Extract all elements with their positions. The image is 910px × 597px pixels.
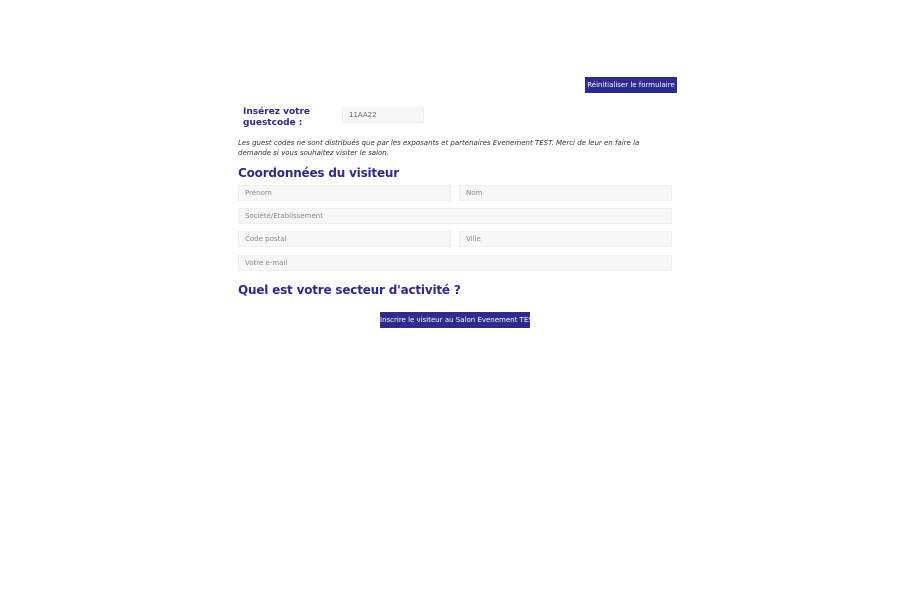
first-name-field[interactable] xyxy=(238,185,451,201)
visitor-details-title: Coordonnées du visiteur xyxy=(238,166,399,180)
last-name-field[interactable] xyxy=(459,185,672,201)
postal-code-field[interactable] xyxy=(238,231,451,247)
register-visitor-button[interactable]: Inscrire le visiteur au Salon Evenement TEST xyxy=(380,312,530,328)
city-field[interactable] xyxy=(459,231,672,247)
reset-form-button[interactable]: Réinitialiser le formulaire xyxy=(585,77,677,93)
company-field[interactable] xyxy=(238,208,672,224)
guestcode-input[interactable] xyxy=(342,107,424,123)
activity-sector-title: Quel est votre secteur d'activité ? xyxy=(238,283,461,297)
guestcode-label: Insérez votre guestcode : xyxy=(243,107,311,128)
email-field[interactable] xyxy=(238,255,672,271)
guestcode-note: Les guest codes ne sont distribués que par les exposants et partenaires Evenement TEST. Merci de leur en faire la demande si vous souhaitez visiter le salon. xyxy=(238,139,640,157)
